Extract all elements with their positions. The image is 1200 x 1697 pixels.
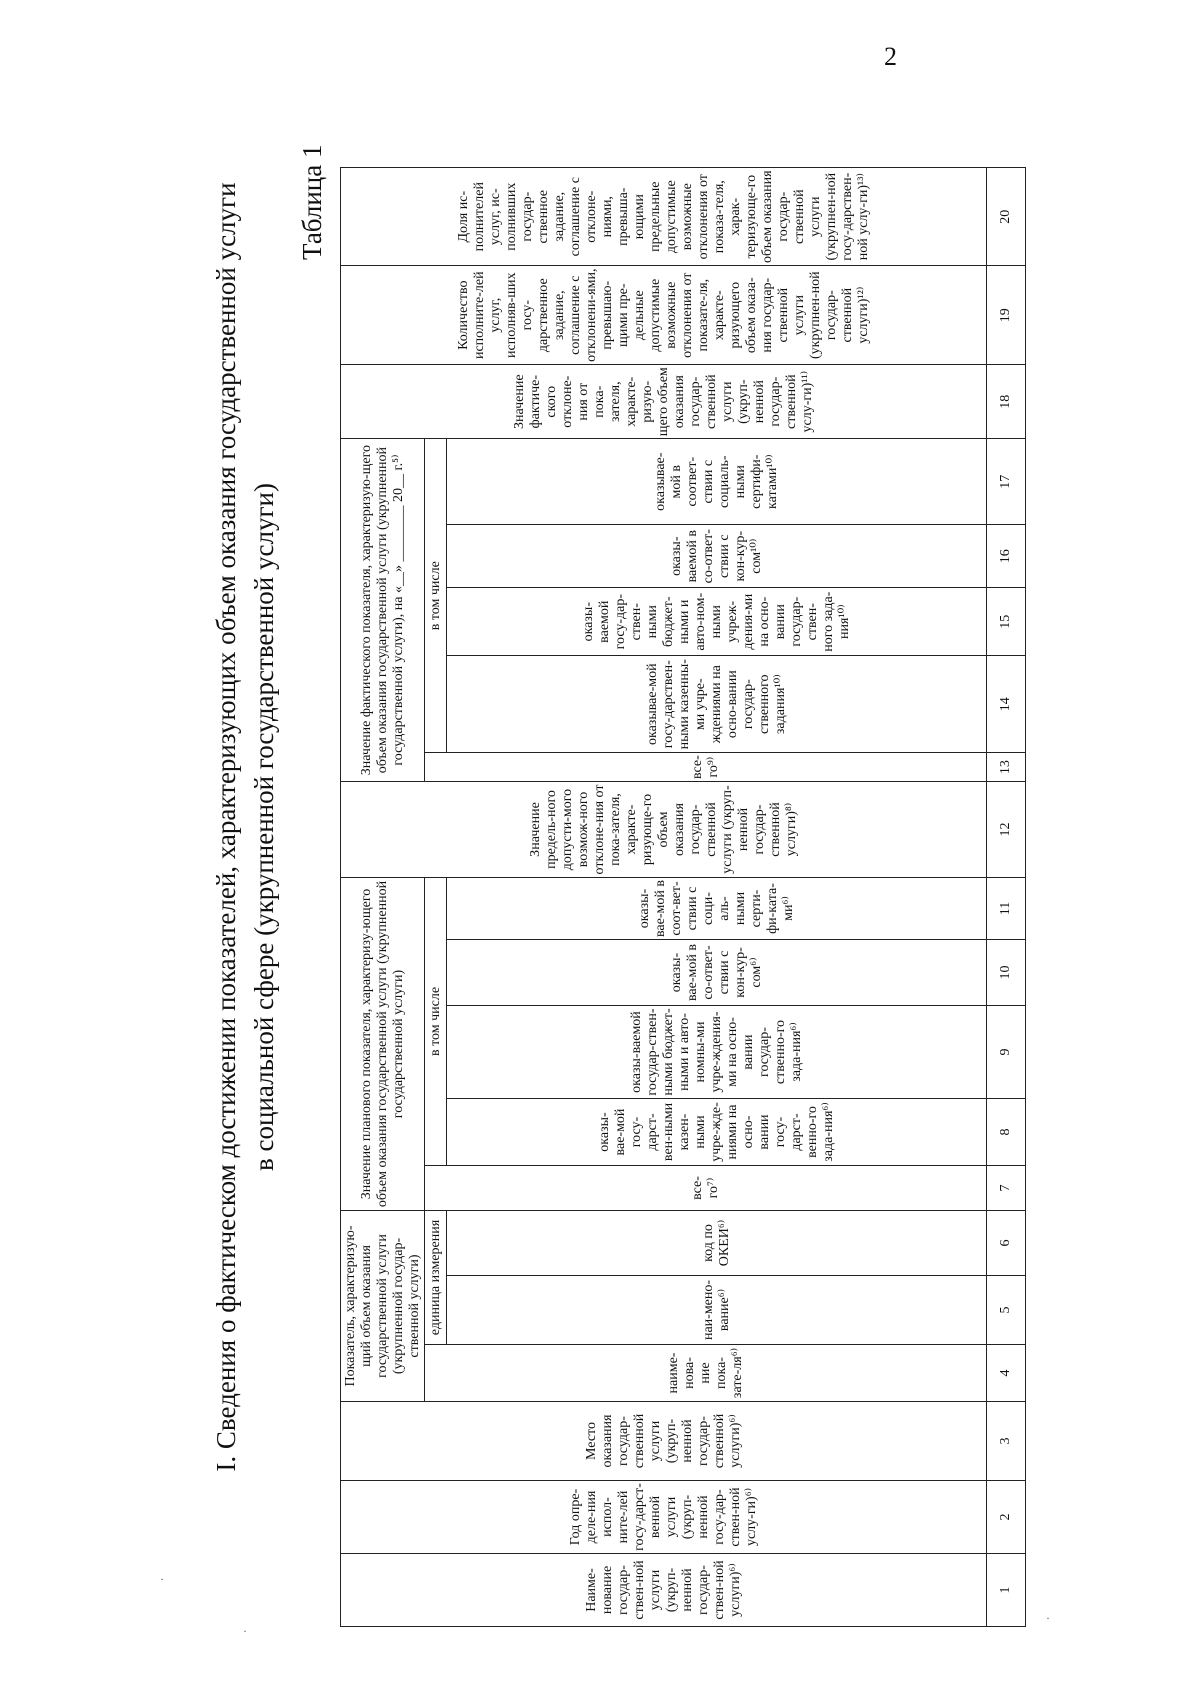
column-number: 13 <box>987 753 1026 782</box>
header-unit-name: наи-мено-вание⁶⁾ <box>447 1276 987 1345</box>
document-title-line1: I. Сведения о фактическом достижении показателей, характеризующих объем оказания государственной услуги <box>211 182 241 1472</box>
column-number: 12 <box>987 782 1026 878</box>
header-fact-total: все-го⁹⁾ <box>425 753 987 782</box>
column-number: 7 <box>987 1166 1026 1211</box>
header-fact-budget-institutions: оказы-ваемой госу-дар-ствен-ными бюджет-ными и авто-ном-ными учреж-дения-ми на осно-вании государ-ствен-ного зада-ния¹⁰⁾ <box>447 588 987 656</box>
column-number: 1 <box>987 1554 1026 1627</box>
header-fact-competition: оказы-ваемой в со-ответ-ствии с кон-кур-сом¹⁰⁾ <box>447 525 987 588</box>
header-plan-competition: оказы-вае-мой в со-ответ-ствии с кон-кур-сом⁶⁾ <box>447 940 987 1006</box>
column-number: 9 <box>987 1006 1026 1099</box>
column-number: 15 <box>987 588 1026 656</box>
header-indicator-name: наиме-нова-ние пока-зате-ля⁶⁾ <box>425 1345 987 1402</box>
header-fact-state-institutions: оказывае-мой госу-дарствен-ными казенны-ми учре-ждениями на осно-вании государ-ственного задания¹⁰⁾ <box>447 656 987 753</box>
header-plan-budget-institutions: оказы-ваемой государ-ствен-ными бюджет-ными и авто-номны-ми учре-ждения-ми на осно-вании государ-ственно-го зада-ния⁶⁾ <box>447 1006 987 1099</box>
document-title-line2: в социальной сфере (укрупненной государственной услуги) <box>249 483 279 1171</box>
header-indicator: Показатель, характеризую-щий объем оказания государственной услуги (укрупненной государ-ственной услуги) <box>341 1211 425 1402</box>
column-number: 14 <box>987 656 1026 753</box>
header-unit: единица измерения <box>425 1211 447 1345</box>
column-number: 6 <box>987 1211 1026 1276</box>
indicators-table <box>340 167 1026 1627</box>
header-plan-state-institutions: оказы-вае-мой госу-дарст-вен-ными казен-ными учре-жде-ниями на осно-вании госу-дарст-венно-го зада-ния⁶⁾ <box>447 1099 987 1166</box>
column-number: 17 <box>987 439 1026 525</box>
header-unit-code: код по ОКЕИ⁶⁾ <box>447 1211 987 1276</box>
header-place: Место оказания государ-ственной услуги (укруп-ненной государ-ственной услуги)⁶⁾ <box>341 1402 987 1481</box>
scan-speck: · <box>160 1572 164 1586</box>
table-label: Таблица 1 <box>297 144 327 260</box>
header-plan-certificates: оказы-вае-мой в соот-вет-ствии с соци-аль-ными серти-фи-ката-ми⁶⁾ <box>447 878 987 940</box>
column-number: 18 <box>987 365 1026 439</box>
column-number: 19 <box>987 266 1026 365</box>
column-number: 20 <box>987 168 1026 266</box>
header-executors-count: Количество исполните-лей услуг, исполняв-ших госу-дарственное задание, соглашение с отклонени-ями, превышаю-щими пре-дельные допустимые возможные отклонения от показате-ля, характе-ризующего объем оказа-ния государ-ственной услуги (укрупнен-ной государ-ственной услуги)¹²⁾ <box>341 266 987 365</box>
header-plan-including: в том числе <box>425 878 447 1166</box>
column-number: 16 <box>987 525 1026 588</box>
column-number: 10 <box>987 940 1026 1006</box>
column-number: 2 <box>987 1481 1026 1554</box>
header-fact-deviation: Значение фактиче-ского отклоне-ния от пока-зателя, характе-ризую-щего объем оказания государ-ственной услуги (укруп-ненной государ-ственной услу-ги)¹¹⁾ <box>341 365 987 439</box>
column-number: 3 <box>987 1402 1026 1481</box>
header-fact-certificates: оказывае-мой в соответ-ствии с социаль-ными сертифи-катами¹⁰⁾ <box>447 439 987 525</box>
header-fact-including: в том числе <box>425 439 447 753</box>
column-number: 11 <box>987 878 1026 940</box>
scan-speck: · <box>243 1624 247 1638</box>
header-fact-value: Значение фактического показателя, характеризую-щего объем оказания государственной услуги (укрупненной государственной услуги), на «__» ________ 20__ г.⁵⁾ <box>341 439 425 782</box>
header-service-name: Наиме-нование государ-ствен-ной услуги (укруп-ненной государ-ствен-ной услуги)⁶⁾ <box>341 1554 987 1627</box>
header-plan-total: все-го⁷⁾ <box>425 1166 987 1211</box>
column-number: 4 <box>987 1345 1026 1402</box>
column-number: 8 <box>987 1099 1026 1166</box>
header-plan-value: Значение планового показателя, характеризу-ющего объем оказания государственной услуги (укрупненной государственной услуги) <box>341 878 425 1211</box>
header-executors-share: Доля ис-полнителей услуг, ис-полнивших государ-ственное задание, соглашение с отклоне-ниями, превыша-ющими предельные допустимые возможные отклонения от показа-теля, харак-теризующе-го объем оказания государ-ственной услуги (укрупнен-ной госу-дарствен-ной услу-ги)¹³⁾ <box>341 168 987 266</box>
page-number: 2 <box>884 42 897 71</box>
column-number: 5 <box>987 1276 1026 1345</box>
header-year: Год опре-деле-ния испол-ните-лей госу-дарст-венной услуги (укруп-ненной госу-дар-ствен-ной услу-ги)⁶⁾ <box>341 1481 987 1554</box>
scan-speck: · <box>1046 1611 1050 1625</box>
header-deviation-limit: Значение предель-ного допусти-мого возмож-ного отклоне-ния от пока-зателя, характе-ризующе-го объем оказания государ-ственной услуги (укруп-ненной государ-ственной услуги)⁸⁾ <box>341 782 987 878</box>
